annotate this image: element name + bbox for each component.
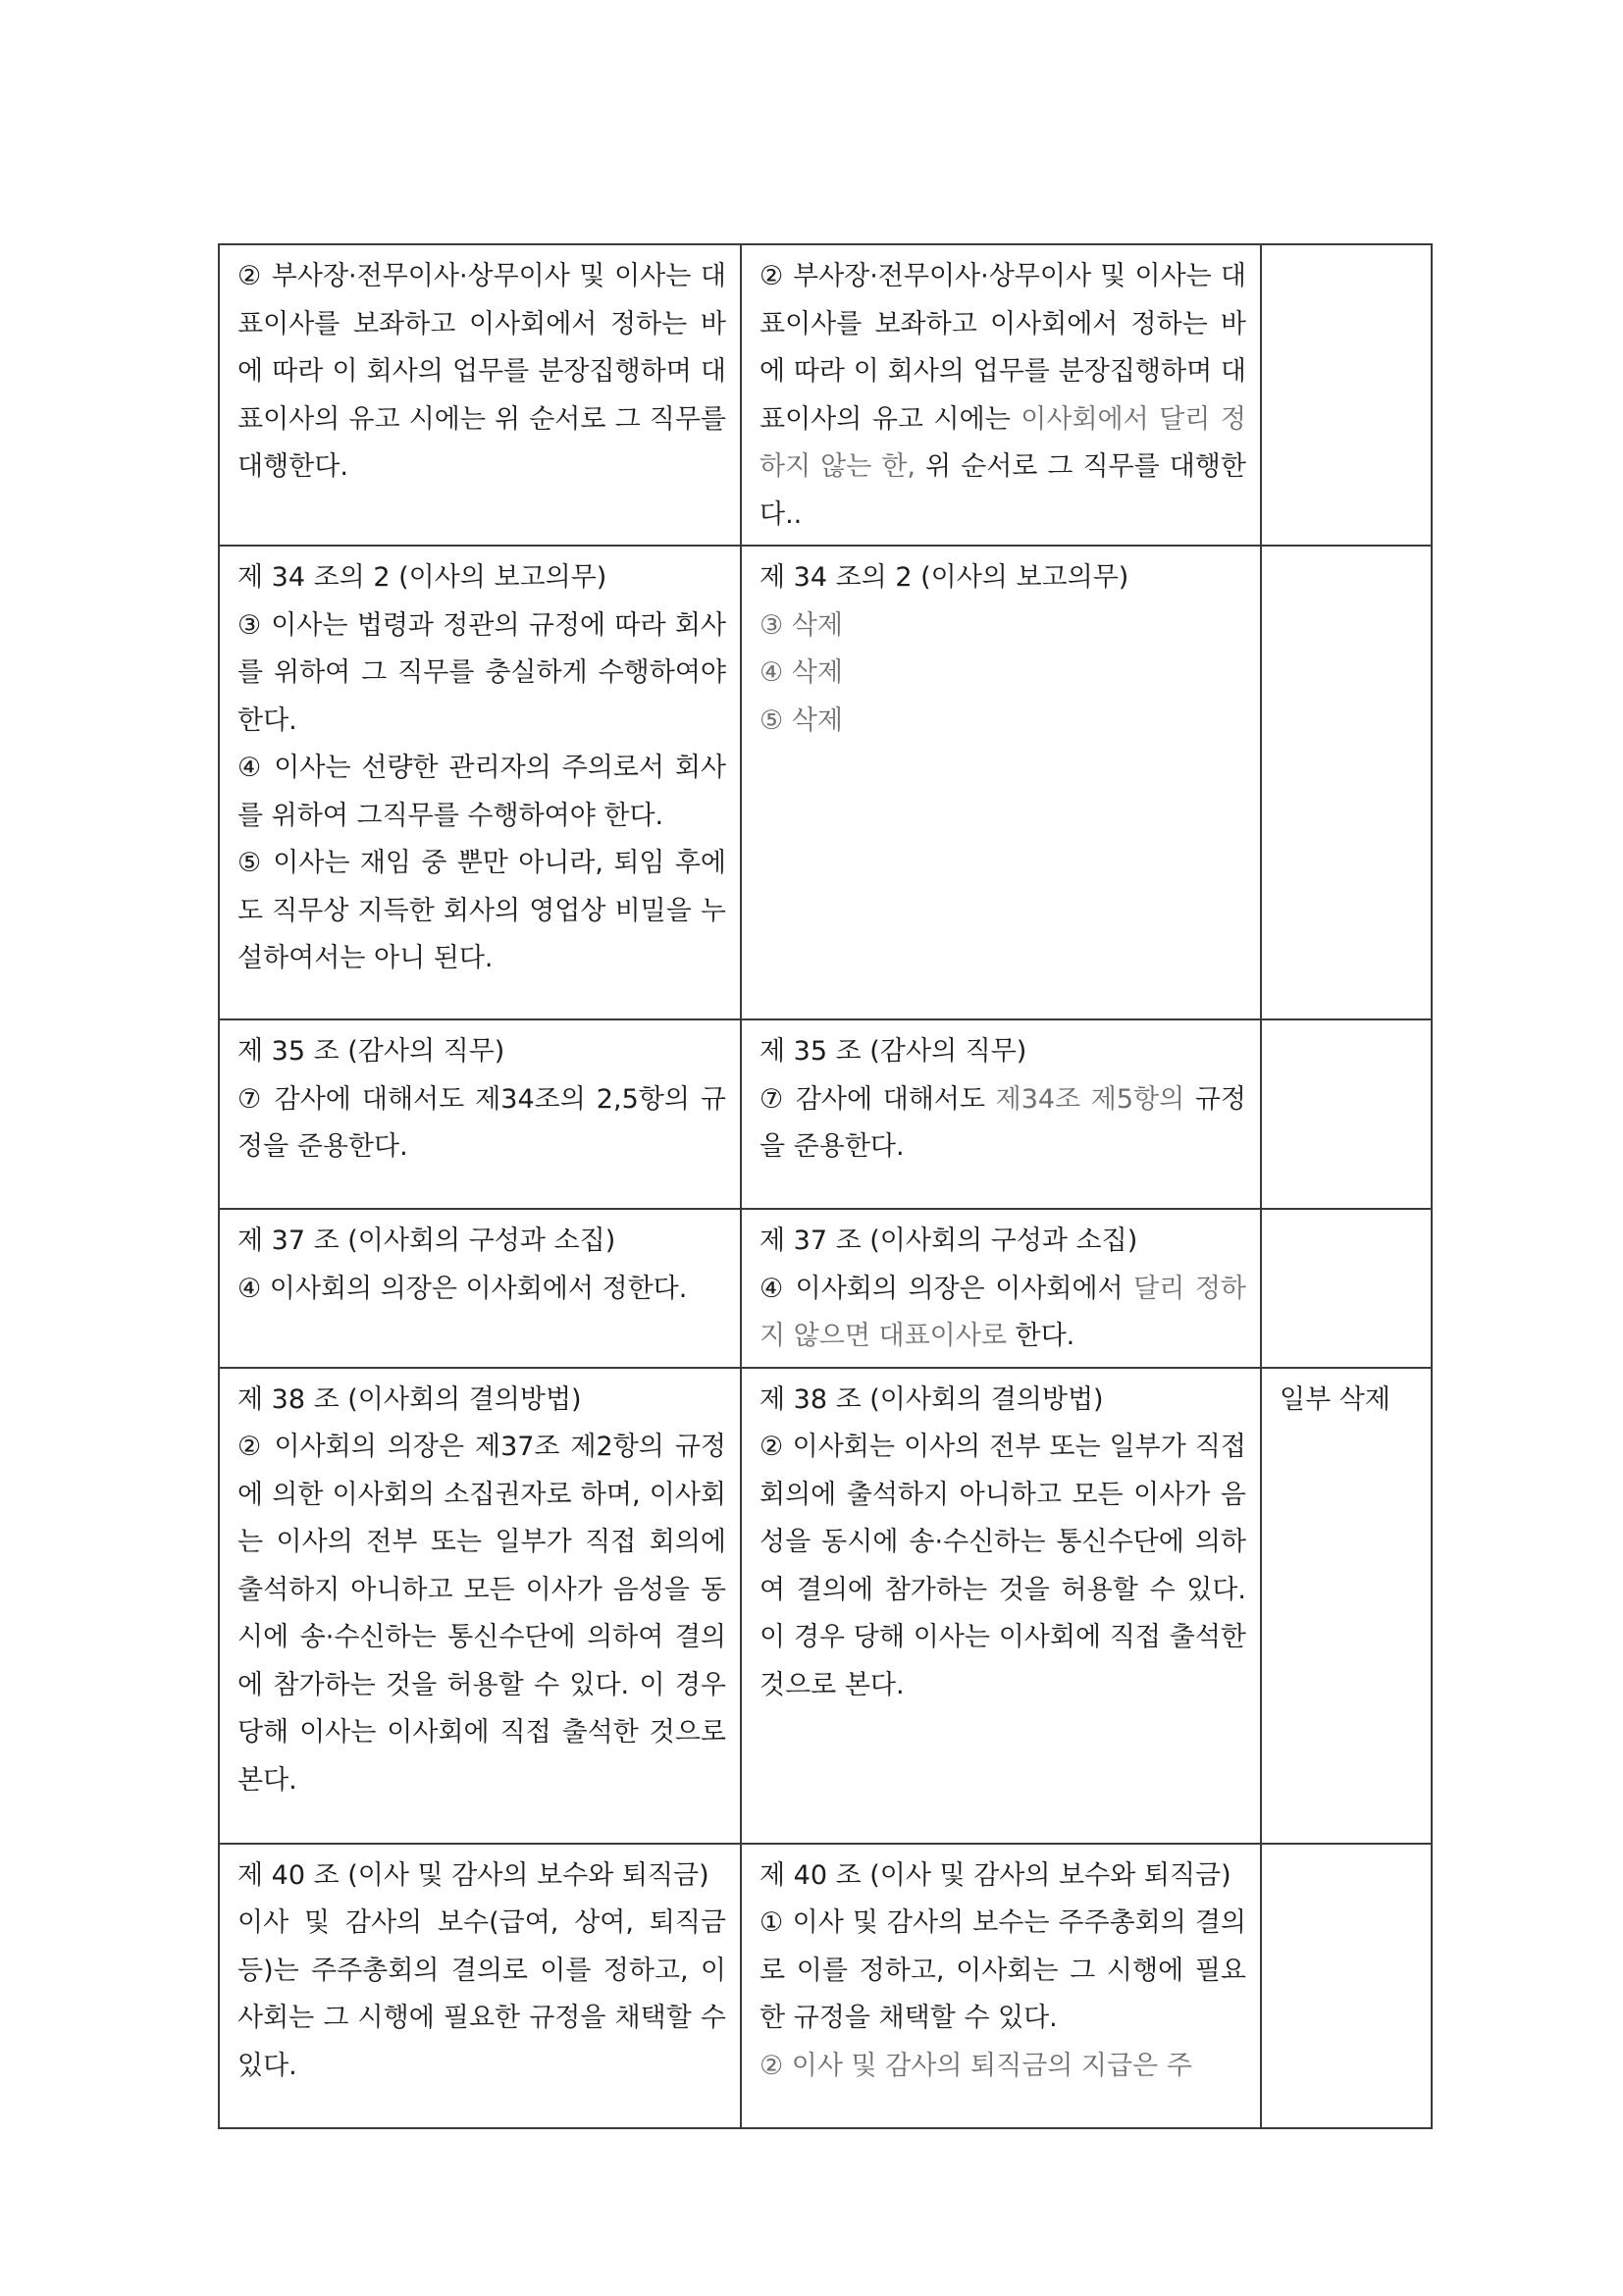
paragraph [759,1028,1246,1076]
paragraph [759,1424,1246,1709]
paragraph [759,1900,1246,2043]
current-clause-cell [219,1368,741,1844]
remarks-cell [1261,244,1432,546]
remarks-cell [1261,1209,1432,1368]
revised-text: ③ 삭제 [759,609,843,641]
table-row [219,546,1432,1019]
clause-text: 위 순서로 그 직무를 대행한다.. [759,451,1246,530]
remarks-cell: 일부 삭제 [1261,1368,1432,1844]
paragraph [237,602,726,746]
current-clause-cell [219,1209,741,1368]
clause-text: ④ 이사회의 의장은 이사회에서 정한다. [237,1273,688,1304]
clause-text: 제 35 조 (감사의 직무) [237,1036,505,1067]
clause-text: ② 부사장·전무이사·상무이사 및 이사는 대표이사를 보좌하고 이사회에서 정하는 바에 따라 이 회사의 업무를 분장집행하며 대표이사의 유고 시에는 [759,261,1246,435]
paragraph [759,698,1246,746]
paragraph [237,1266,726,1314]
clause-text: ③ 이사는 법령과 정관의 규정에 따라 회사를 위하여 그 직무를 충실하게 수행하여야 한다. [237,609,726,736]
paragraph [237,1900,726,2090]
paragraph [759,554,1246,602]
amended-clause-cell [741,1209,1261,1368]
current-clause-cell [219,1019,741,1209]
clause-text: 제 34 조의 2 (이사의 보고의무) [237,562,607,593]
clause-text: ④ 이사회의 의장은 이사회에서 [759,1273,1134,1304]
paragraph [759,602,1246,651]
revised-text: ⑤ 삭제 [759,704,843,736]
current-clause-cell [219,546,741,1019]
clause-text: 제 35 조 (감사의 직무) [759,1036,1027,1067]
clause-text: 제 37 조 (이사회의 구성과 소집) [759,1226,1138,1256]
table-row [219,1844,1432,2128]
paragraph [237,1852,726,1901]
paragraph [237,253,726,492]
clause-text: ④ 이사는 선량한 관리자의 주의로서 회사를 위하여 그직무를 수행하여야 한다. [237,753,726,831]
clause-text: 제 40 조 (이사 및 감사의 보수와 퇴직금) [237,1859,709,1891]
paragraph [237,745,726,840]
paragraph [237,1377,726,1425]
paragraph [759,1218,1246,1266]
clause-text: ⑦ 감사에 대해서도 제34조의 2,5항의 규정을 준용한다. [237,1083,726,1162]
paragraph [237,1424,726,1804]
paragraph [237,840,726,983]
clause-text: 한다. [1006,1321,1075,1351]
clause-text: 제 34 조의 2 (이사의 보고의무) [759,562,1129,593]
amended-clause-cell [741,546,1261,1019]
paragraph [237,1218,726,1266]
revised-text: 이사회에서 달리 정하지 않는 한, [759,403,1246,482]
revised-text: ② 이사 및 감사의 퇴직금의 지급은 주 [759,2050,1192,2081]
remarks-cell [1261,546,1432,1019]
clause-text: ⑤ 이사는 재임 중 뿐만 아니라, 퇴임 후에도 직무상 지득한 회사의 영업상 비밀을 누설하여서는 아니 된다. [237,848,726,973]
amended-clause-cell [741,1844,1261,2128]
amendment-comparison-table [218,243,1433,2129]
paragraph [237,1028,726,1076]
paragraph [759,1852,1246,1901]
table-row [219,1019,1432,1209]
paragraph [759,2043,1246,2091]
clause-text: 제 38 조 (이사회의 결의방법) [237,1383,582,1415]
clause-text: 규정을 준용한다. [759,1083,1246,1162]
amended-clause-cell [741,244,1261,546]
clause-text: 제 38 조 (이사회의 결의방법) [759,1383,1104,1415]
remarks-cell [1261,1844,1432,2128]
clause-text: 제 40 조 (이사 및 감사의 보수와 퇴직금) [759,1859,1231,1891]
clause-text: ① 이사 및 감사의 보수는 주주총회의 결의로 이를 정하고, 이사회는 그 시행에 필요한 규정을 채택할 수 있다. [759,1907,1246,2033]
clause-text: ② 이사회의 의장은 제37조 제2항의 규정에 의한 이사회의 소집권자로 하며, 이사회는 이사의 전부 또는 일부가 직접 회의에 출석하지 아니하고 모든 이사가 음성을 동시에 송·수신하는 통신수단에 의하여 결의에 참가하는 것을 허용할 수 있다. 이 경우 당해 이사는 이사회에 직접 출석한 것으로 본다. [237,1432,726,1796]
revised-text: ④ 삭제 [759,657,843,688]
clause-text: 제 37 조 (이사회의 구성과 소집) [237,1226,616,1256]
clause-text: ⑦ 감사에 대해서도 [759,1083,996,1115]
paragraph [237,554,726,602]
remarks-cell [1261,1019,1432,1209]
amended-clause-cell [741,1019,1261,1209]
paragraph [759,650,1246,698]
revised-text: 제34조 제5항의 [995,1083,1185,1115]
paragraph [759,1377,1246,1425]
paragraph [759,1076,1246,1172]
clause-text: 이사 및 감사의 보수(급여, 상여, 퇴직금 등)는 주주총회의 결의로 이를 정하고, 이사회는 그 시행에 필요한 규정을 채택할 수 있다. [237,1907,726,2081]
paragraph [759,1266,1246,1361]
clause-text: ② 부사장·전무이사·상무이사 및 이사는 대표이사를 보좌하고 이사회에서 정하는 바에 따라 이 회사의 업무를 분장집행하며 대표이사의 유고 시에는 위 순서로 그 직무를 대행한다. [237,261,726,482]
paragraph [237,1076,726,1172]
revised-text: 달리 정하지 않으면 대표이사로 [759,1273,1246,1351]
table-row [219,1209,1432,1368]
amended-clause-cell [741,1368,1261,1844]
current-clause-cell [219,244,741,546]
table-row [219,244,1432,546]
current-clause-cell [219,1844,741,2128]
table-row [219,1368,1432,1844]
paragraph [759,253,1246,539]
clause-text: ② 이사회는 이사의 전부 또는 일부가 직접 회의에 출석하지 아니하고 모든 이사가 음성을 동시에 송·수신하는 통신수단에 의하여 결의에 참가하는 것을 허용할 수 있다. 이 경우 당해 이사는 이사회에 직접 출석한 것으로 본다. [759,1432,1246,1700]
